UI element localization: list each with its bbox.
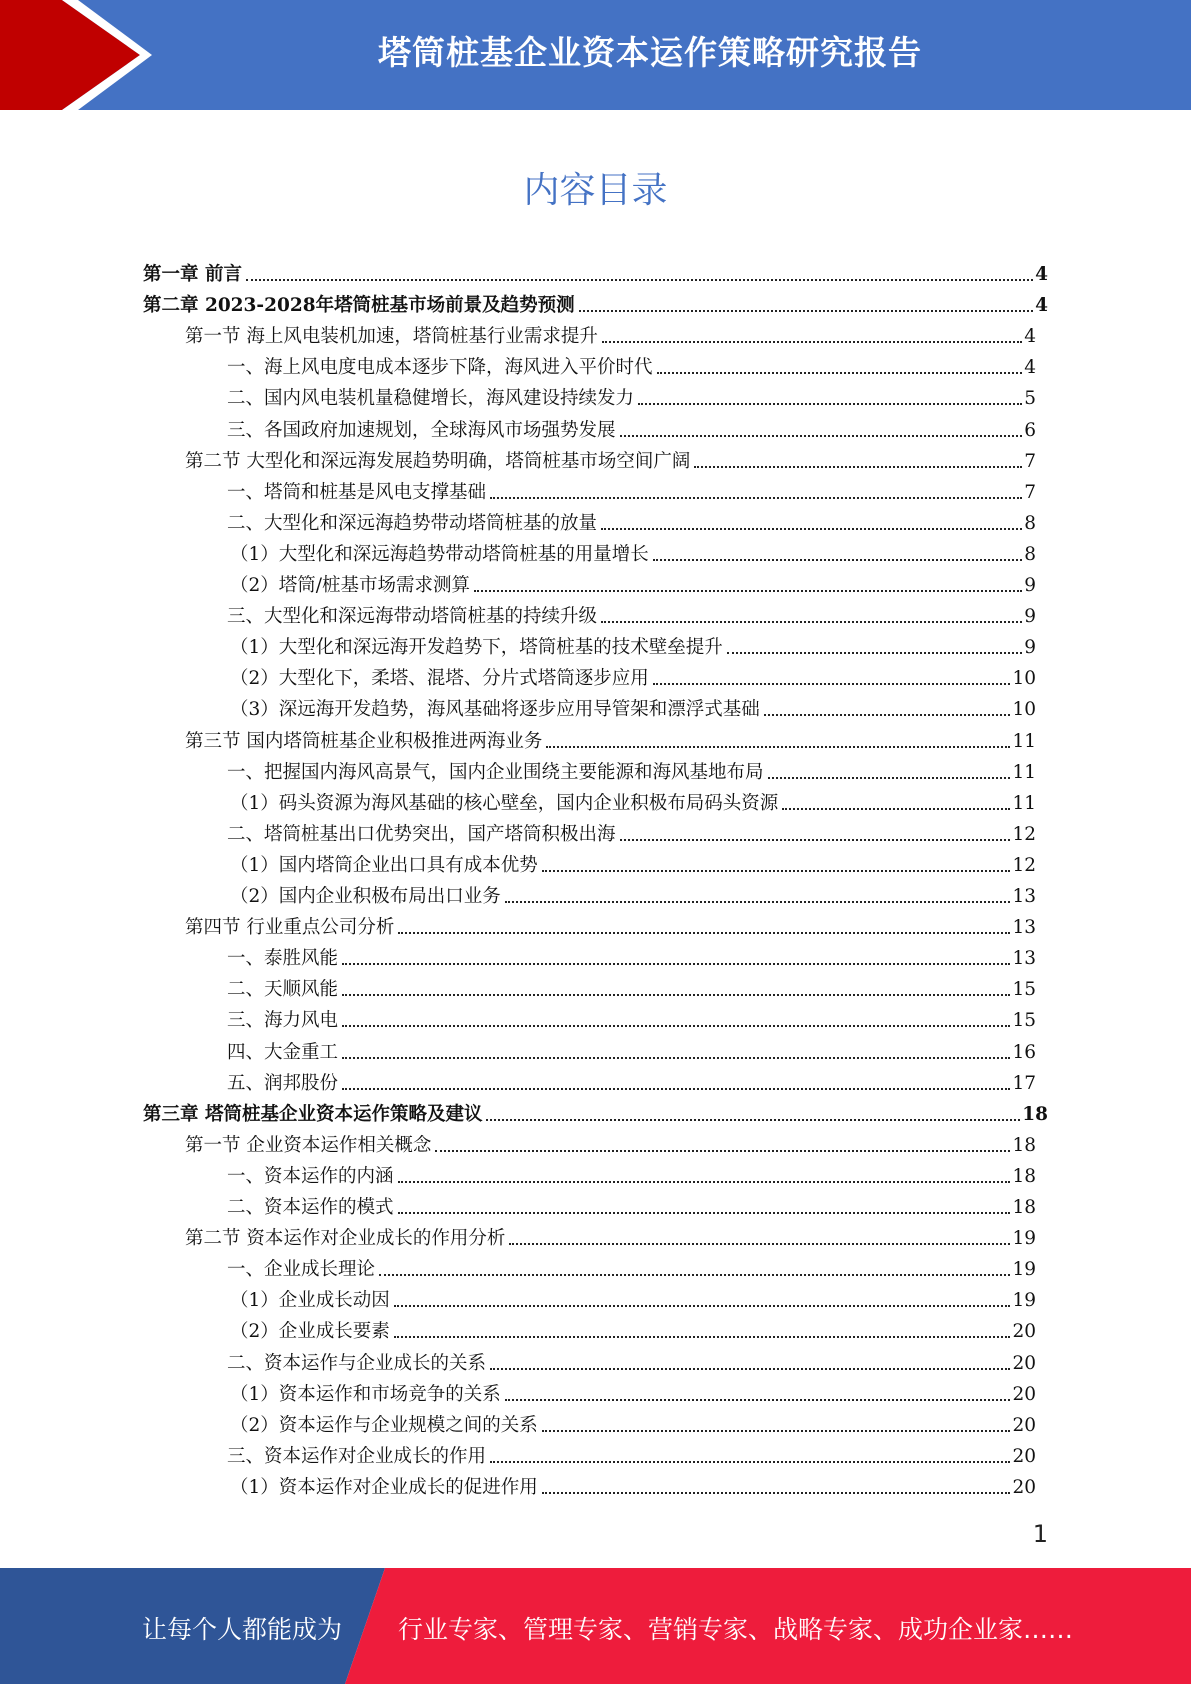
toc-dot-leader bbox=[342, 1024, 1010, 1027]
toc-entry-page: 20 bbox=[1012, 1445, 1036, 1467]
toc-entry[interactable] bbox=[227, 1249, 1036, 1280]
toc-dot-leader bbox=[638, 402, 1022, 405]
toc-entry-label: 三、大型化和深远海带动塔筒桩基的持续升级 bbox=[227, 606, 598, 628]
toc-entry-label: 一、塔筒和桩基是风电支撑基础 bbox=[227, 481, 487, 503]
toc-entry[interactable] bbox=[230, 845, 1036, 876]
toc-entry[interactable] bbox=[227, 1436, 1036, 1467]
toc-entry-label: （1）码头资源为海风基础的核心壁垒，国内企业积极布局码头资源 bbox=[230, 792, 779, 814]
toc-entry[interactable] bbox=[185, 316, 1036, 347]
toc-dot-leader bbox=[490, 1367, 1010, 1370]
toc-entry[interactable] bbox=[227, 1343, 1036, 1374]
toc-dot-leader bbox=[657, 371, 1023, 374]
toc-entry[interactable] bbox=[230, 658, 1036, 689]
toc-entry-label: （2）大型化下，柔塔、混塔、分片式塔筒逐步应用 bbox=[230, 668, 649, 690]
toc-entry[interactable] bbox=[185, 441, 1036, 472]
toc-dot-leader bbox=[542, 1491, 1011, 1494]
toc-entry[interactable] bbox=[227, 969, 1036, 1000]
toc-entry-page: 18 bbox=[1022, 1103, 1048, 1125]
toc-dot-leader bbox=[394, 1304, 1011, 1307]
toc-entry-page: 7 bbox=[1024, 481, 1036, 503]
toc-entry-page: 18 bbox=[1012, 1165, 1036, 1187]
toc-entry-label: 第一节 企业资本运作相关概念 bbox=[185, 1134, 432, 1156]
toc-dot-leader bbox=[398, 1211, 1011, 1214]
toc-entry-page: 12 bbox=[1012, 854, 1036, 876]
toc-entry[interactable] bbox=[230, 534, 1036, 565]
toc-entry[interactable] bbox=[230, 1311, 1036, 1342]
toc-dot-leader bbox=[542, 1429, 1011, 1432]
toc-entry-label: （1）资本运作和市场竞争的关系 bbox=[230, 1383, 501, 1405]
toc-dot-leader bbox=[782, 807, 1010, 810]
toc-entry[interactable] bbox=[185, 1218, 1036, 1249]
toc-entry-label: （2）企业成长要素 bbox=[230, 1321, 390, 1343]
toc-entry[interactable] bbox=[230, 783, 1036, 814]
report-title: 塔筒桩基企业资本运作策略研究报告 bbox=[378, 33, 922, 72]
toc-entry-page: 20 bbox=[1012, 1476, 1036, 1498]
toc-entry-page: 4 bbox=[1024, 326, 1036, 348]
toc-entry[interactable] bbox=[185, 1125, 1036, 1156]
toc-dot-leader bbox=[342, 1087, 1010, 1090]
toc-entry[interactable] bbox=[227, 1063, 1036, 1094]
toc-entry-page: 13 bbox=[1012, 948, 1036, 970]
toc-dot-leader bbox=[486, 1118, 1020, 1121]
page-header bbox=[0, 0, 1191, 110]
toc-entry-label: 二、资本运作与企业成长的关系 bbox=[227, 1352, 487, 1374]
toc-dot-leader bbox=[601, 527, 1022, 530]
toc-dot-leader bbox=[764, 713, 1011, 716]
toc-dot-leader bbox=[509, 1242, 1010, 1245]
toc-entry-label: 第四节 行业重点公司分析 bbox=[185, 917, 395, 939]
toc-entry-label: （2）资本运作与企业规模之间的关系 bbox=[230, 1414, 538, 1436]
toc-dot-leader bbox=[490, 496, 1022, 499]
toc-entry-label: 第三章 塔筒桩基企业资本运作策略及建议 bbox=[143, 1103, 483, 1125]
toc-entry-label: 第三节 国内塔筒桩基企业积极推进两海业务 bbox=[185, 730, 543, 752]
toc-entry-page: 11 bbox=[1012, 761, 1036, 783]
toc-dot-leader bbox=[653, 682, 1011, 685]
toc-entry-label: 五、润邦股份 bbox=[227, 1072, 339, 1094]
toc-entry[interactable] bbox=[143, 1094, 1048, 1125]
toc-entry[interactable] bbox=[227, 378, 1036, 409]
toc-entry-label: 三、海力风电 bbox=[227, 1010, 339, 1032]
toc-entry-page: 4 bbox=[1024, 357, 1036, 379]
toc-entry-label: 第一章 前言 bbox=[143, 264, 242, 285]
toc-dot-leader bbox=[398, 931, 1010, 934]
toc-entry[interactable] bbox=[227, 1187, 1036, 1218]
toc-entry[interactable] bbox=[227, 814, 1036, 845]
toc-entry-page: 15 bbox=[1012, 1010, 1036, 1032]
toc-entry[interactable] bbox=[227, 1032, 1036, 1063]
toc-entry[interactable] bbox=[230, 1374, 1036, 1405]
toc-entry[interactable] bbox=[230, 689, 1036, 720]
toc-entry-page: 20 bbox=[1012, 1321, 1036, 1343]
toc-entry-page: 19 bbox=[1012, 1290, 1036, 1312]
toc-entry-page: 10 bbox=[1012, 668, 1036, 690]
toc-dot-leader bbox=[542, 869, 1011, 872]
toc-entry-page: 7 bbox=[1024, 450, 1036, 472]
toc-entry-label: 三、资本运作对企业成长的作用 bbox=[227, 1445, 487, 1467]
toc-entry-label: （1）资本运作对企业成长的促进作用 bbox=[230, 1476, 538, 1498]
toc-entry-label: 二、国内风电装机量稳健增长，海风建设持续发力 bbox=[227, 388, 635, 410]
toc-dot-leader bbox=[379, 1273, 1010, 1276]
toc-entry-label: 第一节 海上风电装机加速，塔筒桩基行业需求提升 bbox=[185, 326, 598, 348]
toc-entry-page: 20 bbox=[1012, 1414, 1036, 1436]
toc-entry-label: （3）深远海开发趋势，海风基础将逐步应用导管架和漂浮式基础 bbox=[230, 699, 760, 721]
toc-entry-page: 13 bbox=[1012, 917, 1036, 939]
toc-entry-label: 第二节 大型化和深远海发展趋势明确，塔筒桩基市场空间广阔 bbox=[185, 450, 691, 472]
toc-entry[interactable] bbox=[230, 565, 1036, 596]
toc-dot-leader bbox=[546, 745, 1010, 748]
toc-entry-page: 12 bbox=[1012, 823, 1036, 845]
toc-entry-label: 第二节 资本运作对企业成长的作用分析 bbox=[185, 1228, 506, 1250]
page-number: 1 bbox=[1032, 1520, 1048, 1548]
toc-dot-leader bbox=[394, 1335, 1011, 1338]
footer-slogan-left: 让每个人都能成为 bbox=[142, 1615, 343, 1644]
toc-dot-leader bbox=[342, 993, 1010, 996]
toc-entry[interactable] bbox=[185, 721, 1036, 752]
toc-dot-leader bbox=[602, 340, 1022, 343]
toc-entry[interactable] bbox=[227, 472, 1036, 503]
toc-entry-page: 10 bbox=[1012, 699, 1036, 721]
toc-entry-label: 二、大型化和深远海趋势带动塔筒桩基的放量 bbox=[227, 512, 598, 534]
toc-entry-page: 19 bbox=[1012, 1259, 1036, 1281]
toc-entry-label: （2）塔筒/桩基市场需求测算 bbox=[230, 575, 471, 596]
toc-entry-label: 一、泰胜风能 bbox=[227, 948, 339, 970]
toc-entry-label: 一、企业成长理论 bbox=[227, 1259, 376, 1281]
toc-entry[interactable] bbox=[230, 1405, 1036, 1436]
toc-entry-label: （2）国内企业积极布局出口业务 bbox=[230, 886, 501, 907]
toc-entry-page: 6 bbox=[1024, 419, 1036, 441]
toc-entry[interactable] bbox=[227, 938, 1036, 969]
toc-entry-label: 一、把握国内海风高景气，国内企业围绕主要能源和海风基地布局 bbox=[227, 761, 764, 783]
toc-dot-leader bbox=[768, 776, 1011, 779]
toc-entry-label: 第二章 2023-2028年塔筒桩基市场前景及趋势预测 bbox=[143, 295, 575, 317]
toc-entry-page: 11 bbox=[1012, 730, 1036, 752]
toc-dot-leader bbox=[342, 1056, 1010, 1059]
toc-dot-leader bbox=[435, 1149, 1010, 1152]
toc-entry-page: 20 bbox=[1012, 1383, 1036, 1405]
toc-dot-leader bbox=[398, 1180, 1011, 1183]
toc-dot-leader bbox=[694, 465, 1022, 468]
toc-entry-page: 8 bbox=[1024, 512, 1036, 534]
toc-entry-page: 18 bbox=[1012, 1134, 1036, 1156]
toc-entry-page: 4 bbox=[1035, 264, 1048, 285]
toc-entry[interactable] bbox=[143, 285, 1048, 316]
toc-entry[interactable] bbox=[227, 596, 1036, 627]
toc-entry-page: 20 bbox=[1012, 1352, 1036, 1374]
toc-entry[interactable] bbox=[230, 627, 1036, 658]
toc-entry-page: 9 bbox=[1024, 575, 1036, 596]
toc-dot-leader bbox=[342, 962, 1010, 965]
toc-heading: 内容目录 bbox=[523, 170, 668, 211]
toc-dot-leader bbox=[246, 278, 1033, 281]
toc-dot-leader bbox=[474, 589, 1022, 592]
toc-entry-label: （1）大型化和深远海趋势带动塔筒桩基的用量增长 bbox=[230, 543, 649, 565]
toc-entry-page: 18 bbox=[1012, 1197, 1036, 1218]
toc-dot-leader bbox=[490, 1460, 1010, 1463]
toc-entry[interactable] bbox=[185, 907, 1036, 938]
toc-dot-leader bbox=[505, 1398, 1011, 1401]
toc-entry[interactable] bbox=[230, 1280, 1036, 1311]
toc-entry-page: 8 bbox=[1024, 543, 1036, 565]
toc-entry[interactable] bbox=[230, 876, 1036, 907]
toc-entry[interactable] bbox=[227, 752, 1036, 783]
toc-entry[interactable] bbox=[227, 347, 1036, 378]
toc-entry-page: 16 bbox=[1012, 1041, 1036, 1063]
toc-dot-leader bbox=[620, 838, 1011, 841]
toc-dot-leader bbox=[620, 434, 1023, 437]
toc-entry-page: 9 bbox=[1024, 606, 1036, 628]
toc-entry-label: （1）大型化和深远海开发趋势下，塔筒桩基的技术壁垒提升 bbox=[230, 637, 723, 659]
toc-dot-leader bbox=[727, 651, 1022, 654]
toc-entry[interactable] bbox=[227, 1000, 1036, 1031]
footer-slogan-right: 行业专家、管理专家、营销专家、战略专家、成功企业家…… bbox=[398, 1615, 1074, 1644]
toc-entry[interactable] bbox=[230, 1467, 1036, 1498]
toc-entry-page: 15 bbox=[1012, 979, 1036, 1001]
toc-entry-label: 一、资本运作的内涵 bbox=[227, 1165, 394, 1187]
toc-entry[interactable] bbox=[227, 503, 1036, 534]
toc-entry-page: 19 bbox=[1012, 1228, 1036, 1250]
toc-dot-leader bbox=[579, 309, 1034, 312]
toc-entry[interactable] bbox=[143, 254, 1048, 285]
toc-dot-leader bbox=[601, 620, 1022, 623]
toc-entry-label: 二、天顺风能 bbox=[227, 979, 339, 1001]
toc-entry-label: 二、资本运作的模式 bbox=[227, 1197, 394, 1218]
toc-entry[interactable] bbox=[227, 1156, 1036, 1187]
toc-entry-label: 三、各国政府加速规划，全球海风市场强势发展 bbox=[227, 419, 616, 441]
toc-entry-page: 9 bbox=[1024, 637, 1036, 659]
toc-entry-page: 5 bbox=[1024, 388, 1036, 410]
toc-entry-page: 13 bbox=[1012, 886, 1036, 907]
toc-entry-page: 17 bbox=[1012, 1072, 1036, 1094]
toc-entry-page: 11 bbox=[1012, 792, 1036, 814]
toc-dot-leader bbox=[653, 558, 1022, 561]
toc-entry[interactable] bbox=[227, 410, 1036, 441]
toc-entry-label: （1）企业成长动因 bbox=[230, 1290, 390, 1312]
toc-entry-label: 四、大金重工 bbox=[227, 1041, 339, 1063]
toc-entry-label: 一、海上风电度电成本逐步下降，海风进入平价时代 bbox=[227, 357, 653, 379]
toc-dot-leader bbox=[505, 900, 1011, 903]
toc-entry-label: 二、塔筒桩基出口优势突出，国产塔筒积极出海 bbox=[227, 823, 616, 845]
toc-entry-label: （1）国内塔筒企业出口具有成本优势 bbox=[230, 854, 538, 876]
toc-entry-page: 4 bbox=[1035, 295, 1048, 317]
